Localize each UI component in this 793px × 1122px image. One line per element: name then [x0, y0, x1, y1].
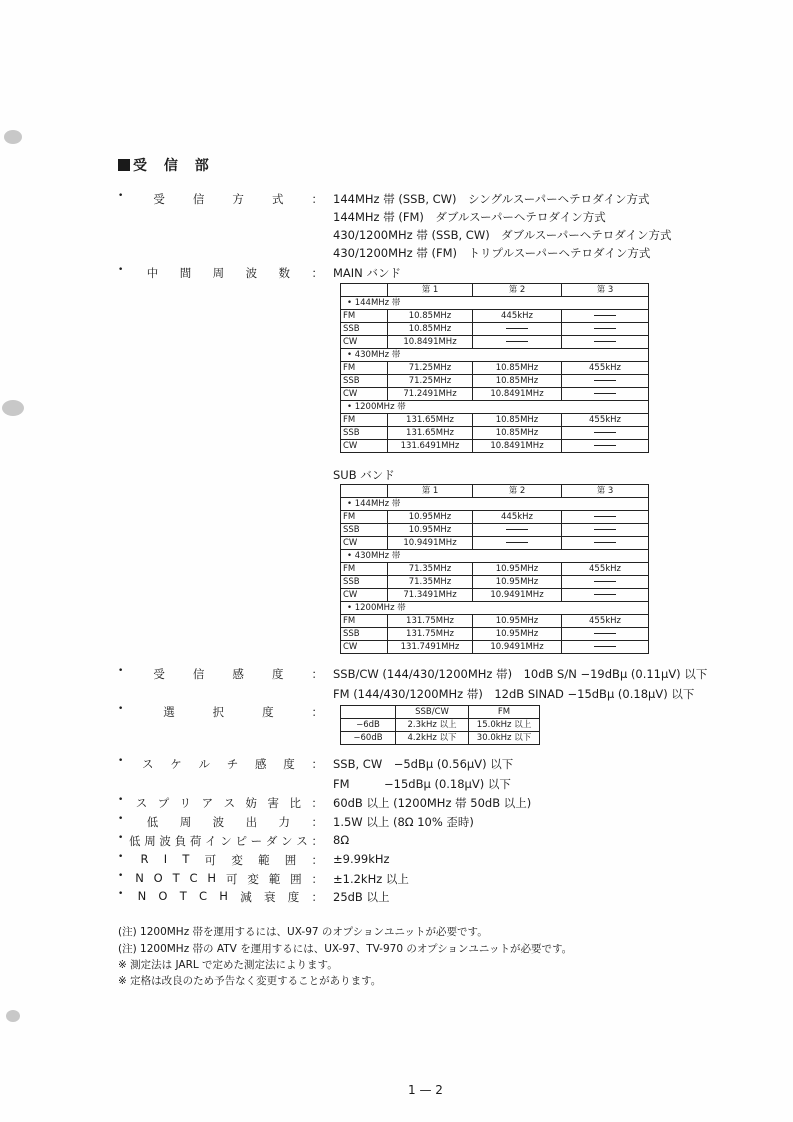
spec-label	[118, 852, 323, 868]
table-cell: CW	[341, 641, 388, 654]
bullet-icon: •	[118, 814, 124, 824]
table-row	[341, 589, 649, 602]
table-header-row	[341, 706, 540, 719]
bullet-icon: •	[118, 852, 124, 862]
table-cell	[473, 537, 562, 550]
table-cell: 10.8491MHz	[473, 388, 562, 401]
sub-band-label: SUB バンド	[333, 468, 395, 482]
spec-value: FM (144/430/1200MHz 帯) 12dB SINAD −15dBμ (0.18μV) 以下	[333, 687, 695, 701]
spec-label-colon: ：	[311, 834, 323, 848]
spec-label-char: ス	[142, 757, 154, 771]
table-header-row	[341, 284, 649, 297]
spec-label	[118, 265, 323, 281]
table-cell: 10.95MHz	[388, 511, 473, 524]
spec-label-char: 範	[268, 872, 281, 886]
bullet-icon: •	[118, 666, 124, 676]
spec-label-char: 択	[212, 705, 225, 719]
dash-icon	[594, 341, 616, 342]
band-label: • 1200MHz 帯	[341, 401, 649, 414]
spec-label-char: 波	[212, 815, 225, 829]
table-cell: FM	[341, 362, 388, 375]
table-header-cell	[341, 284, 388, 297]
spec-value: MAIN バンド	[333, 266, 401, 280]
table-cell: 71.35MHz	[388, 576, 473, 589]
table-row	[341, 524, 649, 537]
table-cell: SSB	[341, 323, 388, 336]
table-cell: 4.2kHz 以下	[396, 732, 469, 745]
table-cell: −6dB	[341, 719, 396, 732]
spec-label-char: ル	[198, 757, 211, 771]
table-row	[341, 310, 649, 323]
heading-square-icon	[118, 159, 130, 171]
dash-icon	[594, 328, 616, 329]
spec-label-char: 囲	[284, 853, 297, 867]
table-cell	[473, 323, 562, 336]
spec-label-char: O	[153, 871, 163, 885]
spec-label-char: ー	[250, 834, 263, 848]
table-row	[341, 440, 649, 453]
table-row	[341, 336, 649, 349]
spec-label-char: ア	[201, 796, 214, 810]
spec-value: 8Ω	[333, 833, 350, 847]
table-header-cell: 第 2	[473, 485, 562, 498]
table-cell: 10.95MHz	[473, 628, 562, 641]
note-1: (注) 1200MHz 帯を運用するには、UX-97 のオプションユニットが必要です。	[118, 926, 488, 938]
bullet-icon: •	[118, 795, 124, 805]
spec-label-char: イ	[205, 834, 217, 848]
table-cell: 10.85MHz	[388, 310, 473, 323]
band-row	[341, 349, 649, 362]
table-cell	[473, 336, 562, 349]
spec-value: 144MHz 帯 (SSB, CW) シングルスーパーヘテロダイン方式	[333, 192, 650, 206]
scan-speck	[6, 1010, 20, 1022]
table-row	[341, 563, 649, 576]
dash-icon	[594, 315, 616, 316]
spec-label-char: T	[182, 852, 190, 866]
spec-label-colon: ：	[311, 853, 323, 867]
table-cell: 10.9491MHz	[388, 537, 473, 550]
band-label: • 144MHz 帯	[341, 498, 649, 511]
table-cell: 10.85MHz	[473, 414, 562, 427]
spec-label-char: 妨	[245, 796, 258, 810]
band-label: • 144MHz 帯	[341, 297, 649, 310]
table-header-cell: FM	[469, 706, 540, 719]
spec-label	[118, 756, 323, 772]
section-title: 受 信 部	[133, 158, 215, 174]
spec-label-char: 害	[267, 796, 279, 810]
table-cell	[562, 576, 649, 589]
table-cell: FM	[341, 615, 388, 628]
table-row	[341, 537, 649, 550]
table-cell: 10.9491MHz	[473, 641, 562, 654]
table-cell: SSB	[341, 427, 388, 440]
band-row	[341, 498, 649, 511]
table-cell: SSB	[341, 576, 388, 589]
table-header-row	[341, 485, 649, 498]
table-cell: CW	[341, 388, 388, 401]
spec-label-char: 周	[212, 266, 225, 280]
table-cell	[562, 336, 649, 349]
spec-label-char: ス	[223, 796, 236, 810]
table-row	[341, 732, 540, 745]
dash-icon	[594, 581, 616, 582]
main-if-table	[340, 283, 649, 453]
band-row	[341, 401, 649, 414]
spec-label	[118, 889, 323, 905]
table-cell: CW	[341, 589, 388, 602]
spec-label-char: H	[207, 871, 217, 885]
table-cell: 455kHz	[562, 414, 649, 427]
table-cell: 131.65MHz	[388, 414, 473, 427]
table-header-cell: 第 3	[562, 284, 649, 297]
spec-label-char: ン	[220, 834, 232, 848]
bullet-icon: •	[118, 833, 124, 843]
spec-label-char: 周	[144, 834, 156, 848]
table-header-cell	[341, 706, 396, 719]
spec-label-char: 衰	[263, 890, 276, 904]
dash-icon	[594, 542, 616, 543]
table-header-cell: 第 1	[388, 284, 473, 297]
table-cell: 455kHz	[562, 615, 649, 628]
table-cell	[562, 388, 649, 401]
spec-label-colon: ：	[311, 192, 323, 206]
spec-label-char: 中	[146, 266, 159, 280]
spec-label-char: 信	[192, 192, 205, 206]
table-cell: CW	[341, 336, 388, 349]
spec-value: FM −15dBμ (0.18μV) 以下	[333, 777, 511, 791]
table-row	[341, 719, 540, 732]
table-cell: 10.85MHz	[473, 362, 562, 375]
spec-value: 430/1200MHz 帯 (FM) トリプルスーパーヘテロダイン方式	[333, 246, 651, 260]
table-row	[341, 375, 649, 388]
spec-label-char: 減	[240, 890, 252, 904]
spec-label-char: ン	[281, 834, 293, 848]
table-cell: 10.95MHz	[388, 524, 473, 537]
table-cell: 131.65MHz	[388, 427, 473, 440]
spec-value: 144MHz 帯 (FM) ダブルスーパーヘテロダイン方式	[333, 210, 606, 224]
band-row	[341, 602, 649, 615]
band-row	[341, 297, 649, 310]
band-label: • 430MHz 帯	[341, 550, 649, 563]
table-cell: SSB	[341, 524, 388, 537]
spec-label	[118, 704, 323, 720]
table-header-cell: 第 3	[562, 485, 649, 498]
spec-label-char: 間	[179, 266, 192, 280]
bullet-icon: •	[118, 265, 124, 275]
dash-icon	[506, 529, 528, 530]
dash-icon	[594, 516, 616, 517]
spec-label-colon: ：	[311, 757, 323, 771]
dash-icon	[594, 529, 616, 530]
spec-label	[118, 814, 323, 830]
band-row	[341, 550, 649, 563]
spec-label-colon: ：	[311, 872, 323, 886]
bullet-icon: •	[118, 871, 124, 881]
table-cell: 10.95MHz	[473, 576, 562, 589]
table-cell: 10.9491MHz	[473, 589, 562, 602]
table-cell: 445kHz	[473, 511, 562, 524]
table-row	[341, 511, 649, 524]
table-cell: 455kHz	[562, 563, 649, 576]
spec-label	[118, 871, 323, 887]
dash-icon	[594, 594, 616, 595]
sub-if-table	[340, 484, 649, 654]
spec-label-colon: ：	[311, 667, 323, 681]
scan-speck	[4, 130, 22, 144]
table-row	[341, 628, 649, 641]
table-cell: 10.85MHz	[473, 427, 562, 440]
table-cell: 131.6491MHz	[388, 440, 473, 453]
spec-label-char: 感	[232, 667, 244, 681]
spec-label-char: 出	[245, 815, 258, 829]
table-cell: 30.0kHz 以下	[469, 732, 540, 745]
dash-icon	[594, 393, 616, 394]
spec-label	[118, 833, 323, 849]
page-number: 1 — 2	[408, 1083, 443, 1097]
spec-label-char: 比	[289, 796, 301, 810]
table-cell: SSB	[341, 375, 388, 388]
table-cell	[562, 628, 649, 641]
dash-icon	[594, 380, 616, 381]
note-4: ※ 定格は改良のため予告なく変更することがあります。	[118, 975, 382, 987]
spec-value: SSB, CW −5dBμ (0.56μV) 以下	[333, 757, 514, 771]
note-3: ※ 測定法は JARL で定めた測定法によります。	[118, 959, 338, 971]
spec-label-char: 波	[245, 266, 258, 280]
dash-icon	[594, 445, 616, 446]
spec-label-char: N	[135, 871, 144, 885]
spec-label-colon: ：	[311, 705, 323, 719]
table-cell: FM	[341, 414, 388, 427]
spec-label-char: 感	[254, 757, 267, 771]
table-header-cell: 第 2	[473, 284, 562, 297]
spec-value: 430/1200MHz 帯 (SSB, CW) ダブルスーパーヘテロダイン方式	[333, 228, 672, 242]
spec-label-char: 可	[225, 872, 238, 886]
table-header-cell: SSB/CW	[396, 706, 469, 719]
table-cell: FM	[341, 310, 388, 323]
spec-label	[118, 191, 323, 207]
scan-speck	[2, 400, 24, 416]
table-cell: SSB	[341, 628, 388, 641]
spec-label-char: 力	[278, 815, 290, 829]
table-row	[341, 615, 649, 628]
dash-icon	[506, 341, 528, 342]
table-cell	[562, 323, 649, 336]
dash-icon	[594, 646, 616, 647]
spec-label-char: 波	[159, 834, 171, 848]
spec-label-char: H	[219, 889, 228, 903]
spec-label-char: 負	[174, 834, 187, 848]
table-row	[341, 576, 649, 589]
spec-label-colon: ：	[311, 796, 323, 810]
table-cell	[562, 641, 649, 654]
spec-label-char: R	[140, 852, 149, 866]
bullet-icon: •	[118, 889, 124, 899]
table-cell	[562, 511, 649, 524]
table-cell: 10.85MHz	[388, 323, 473, 336]
spec-label-char: 低	[146, 815, 159, 829]
spec-label-char: 周	[179, 815, 192, 829]
table-cell: 71.25MHz	[388, 375, 473, 388]
table-cell: −60dB	[341, 732, 396, 745]
spec-label-char: 度	[271, 667, 284, 681]
table-cell	[562, 537, 649, 550]
spec-label-char: リ	[179, 796, 192, 810]
spec-label-char: T	[179, 889, 187, 903]
spec-label-char: ダ	[265, 834, 278, 848]
table-cell: FM	[341, 511, 388, 524]
spec-label-char: 低	[129, 834, 141, 848]
spec-value: ±9.99kHz	[333, 852, 390, 866]
table-cell: 10.8491MHz	[473, 440, 562, 453]
spec-label-char: ス	[296, 834, 308, 848]
spec-value: 25dB 以上	[333, 890, 390, 904]
spec-label-char: 式	[271, 192, 284, 206]
table-cell	[562, 589, 649, 602]
spec-label-colon: ：	[311, 266, 323, 280]
spec-value: 1.5W 以上 (8Ω 10% 歪時)	[333, 815, 474, 829]
spec-value: 60dB 以上 (1200MHz 帯 50dB 以上)	[333, 796, 532, 810]
section-heading	[118, 155, 215, 175]
spec-label-char: 選	[163, 705, 175, 719]
table-cell: 10.8491MHz	[388, 336, 473, 349]
dash-icon	[506, 328, 528, 329]
table-cell: 10.95MHz	[473, 615, 562, 628]
table-cell	[562, 440, 649, 453]
table-cell: CW	[341, 440, 388, 453]
spec-label-colon: ：	[311, 890, 323, 904]
bullet-icon: •	[118, 191, 124, 201]
table-header-cell	[341, 485, 388, 498]
table-cell: 131.75MHz	[388, 615, 473, 628]
spec-label-char: 可	[204, 853, 217, 867]
spec-label-char: チ	[226, 757, 239, 771]
dash-icon	[594, 432, 616, 433]
table-header-cell: 第 1	[388, 485, 473, 498]
spec-label-char: ピ	[235, 834, 247, 848]
band-label: • 430MHz 帯	[341, 349, 649, 362]
table-cell	[562, 310, 649, 323]
table-cell	[562, 427, 649, 440]
spec-label-char: 方	[232, 192, 244, 206]
spec-label-char: O	[158, 889, 168, 903]
spec-label-char: 信	[192, 667, 205, 681]
spec-value: SSB/CW (144/430/1200MHz 帯) 10dB S/N −19dBμ (0.11μV) 以下	[333, 667, 708, 681]
spec-label-char: C	[189, 871, 198, 885]
table-row	[341, 362, 649, 375]
spec-label-char: T	[172, 871, 180, 885]
table-row	[341, 414, 649, 427]
spec-label-colon: ：	[311, 815, 323, 829]
table-cell: 455kHz	[562, 362, 649, 375]
spec-label	[118, 666, 323, 682]
table-cell: 2.3kHz 以上	[396, 719, 469, 732]
table-cell: FM	[341, 563, 388, 576]
table-cell	[562, 375, 649, 388]
spec-label-char: 変	[231, 853, 243, 867]
selectivity-table	[340, 705, 540, 745]
table-cell: 71.25MHz	[388, 362, 473, 375]
table-cell	[562, 524, 649, 537]
spec-label-char: 受	[153, 667, 165, 681]
spec-label-char: 度	[262, 705, 274, 719]
table-cell: 131.75MHz	[388, 628, 473, 641]
spec-label-char: ケ	[170, 757, 182, 771]
dash-icon	[594, 633, 616, 634]
table-cell: 445kHz	[473, 310, 562, 323]
table-cell: 71.3491MHz	[388, 589, 473, 602]
table-row	[341, 641, 649, 654]
table-cell: 10.85MHz	[473, 375, 562, 388]
spec-label-char: I	[163, 852, 168, 866]
table-row	[341, 427, 649, 440]
table-row	[341, 323, 649, 336]
spec-label-char: 数	[278, 266, 290, 280]
spec-label-char: C	[199, 889, 208, 903]
spec-label-char: N	[137, 889, 147, 903]
spec-label-char: プ	[157, 796, 170, 810]
note-2: (注) 1200MHz 帯の ATV を運用するには、UX-97、TV-970 のオプションユニットが必要です。	[118, 943, 573, 955]
spec-label-char: 荷	[189, 834, 202, 848]
spec-value: ±1.2kHz 以上	[333, 872, 409, 886]
spec-label-char: 変	[247, 872, 259, 886]
bullet-icon: •	[118, 756, 124, 766]
bullet-icon: •	[118, 704, 124, 714]
table-cell: 131.7491MHz	[388, 641, 473, 654]
spec-label	[118, 795, 323, 811]
table-cell: 10.95MHz	[473, 563, 562, 576]
spec-label-char: ス	[135, 796, 148, 810]
table-cell: 71.2491MHz	[388, 388, 473, 401]
spec-label-char: 範	[258, 853, 270, 867]
table-cell	[473, 524, 562, 537]
spec-label-char: 受	[153, 192, 165, 206]
table-cell: 71.35MHz	[388, 563, 473, 576]
spec-label-char: 度	[287, 890, 300, 904]
dash-icon	[506, 542, 528, 543]
spec-label-char: 度	[283, 757, 295, 771]
table-row	[341, 388, 649, 401]
table-cell: CW	[341, 537, 388, 550]
table-cell: 15.0kHz 以上	[469, 719, 540, 732]
band-label: • 1200MHz 帯	[341, 602, 649, 615]
spec-label-char: 囲	[290, 872, 302, 886]
